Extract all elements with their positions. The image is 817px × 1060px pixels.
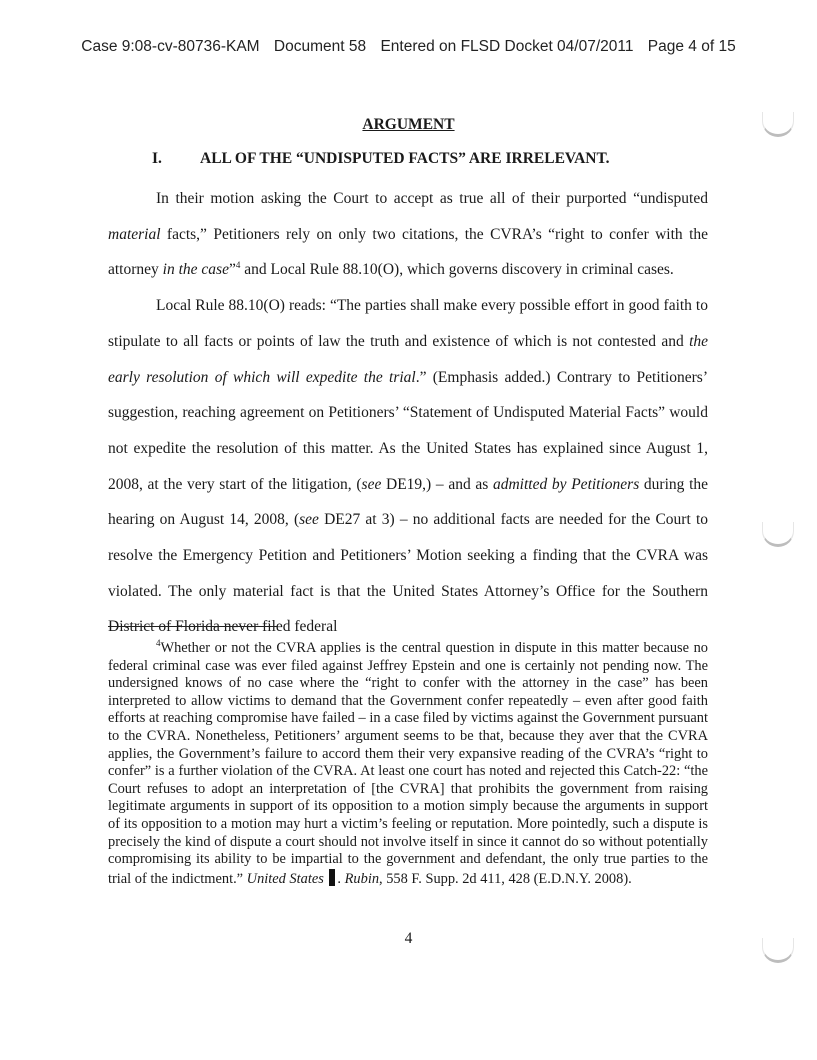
- section-heading: [152, 150, 610, 168]
- text-run: DE19,) – and as: [381, 475, 493, 493]
- body-text: [108, 181, 708, 645]
- emphasis: see: [361, 475, 382, 493]
- text-run: ”: [228, 261, 236, 279]
- emphasis: in the case: [162, 261, 229, 279]
- redaction-mark: [329, 869, 335, 886]
- text-run: .” (Emphasis added.) Contrary to Petitioners’ suggestion, reaching agreement on Petitioners’ “Statement of Undisputed Material Facts” would not expedite the resolution of this matter. As the United States has explained since August 1, 2008, at the very start of the litigation, (: [108, 368, 708, 493]
- paragraph: [108, 288, 708, 645]
- paragraph: [108, 181, 708, 288]
- section-title: ARGUMENT: [362, 116, 455, 133]
- footnote-separator: [108, 626, 278, 627]
- docket-entry: Entered on FLSD Docket 04/07/2011: [380, 38, 634, 55]
- footnote-ref: 4: [235, 260, 241, 271]
- emphasis: material: [108, 225, 161, 243]
- text-run: DE27 at 3) – no additional facts are needed for the Court to resolve the Emergency Petition and Petitioners’ Motion seeking a finding that the CVRA was violated. The only material fact is that the United States Attorney’s Office for the Southern District of Florida never filed federal: [108, 511, 708, 636]
- emphasis: Rubin: [344, 870, 380, 887]
- footnote: [108, 640, 708, 888]
- footnote-number: 4: [156, 638, 161, 649]
- emphasis: admitted by Petitioners: [492, 475, 640, 493]
- case-number: Case 9:08-cv-80736-KAM: [81, 38, 260, 55]
- text-run: In their motion asking the Court to accept as true all of their purported “undisputed: [156, 190, 708, 207]
- emphasis: United States: [246, 870, 324, 887]
- text-run: , 558 F. Supp. 2d 411, 428 (E.D.N.Y. 2008).: [379, 870, 632, 887]
- section-number: I.: [152, 150, 162, 167]
- section-heading-text: ALL OF THE “UNDISPUTED FACTS” ARE IRRELEVANT.: [200, 150, 610, 167]
- text-run: .: [337, 870, 342, 887]
- page-number: 4: [404, 930, 413, 947]
- punch-hole-mark: [762, 522, 794, 547]
- text-run: and Local Rule 88.10(O), which governs discovery in criminal cases.: [240, 261, 674, 279]
- emphasis: see: [299, 511, 319, 529]
- text-run: Whether or not the CVRA applies is the central question in dispute in this matter because no federal criminal case was ever filed against Jeffrey Epstein and one is certainly not pending now. The undersigned knows of no case where the “right to confer with the attorney in the case” has been interpreted to allow victims to demand that the Government confer repeatedly – even after good faith efforts at reaching compromise have failed – in a case filed by victims against the Government pursuant to the CVRA. Nonetheless, Petitioners’ argument seems to be that, because they aver that the CVRA applies, the Government’s failure to accord them their very expansive reading of the CVRA’s “right to confer” is a further violation of the CVRA. At least one court has noted and rejected this Catch-22: “the Court refuses to adopt an interpretation of [the CVRA] that prohibits the government from raising legitimate arguments in support of its opposition to a motion simply because the arguments in support of its opposition to a motion may hurt a victim’s feeling or reputation. More pointedly, such a dispute is precisely the kind of dispute a court should not involve itself in since it cannot do so without potentially compromising its ability to be impartial to the government and defendant, the only true parties to the trial of the indictment.”: [108, 640, 708, 887]
- docket-header: [0, 38, 817, 56]
- page-indicator: Page 4 of 15: [647, 38, 736, 55]
- document-number: Document 58: [273, 38, 367, 55]
- emphasis: the early resolution of which will expedite the trial: [108, 332, 708, 386]
- text-run: Local Rule 88.10(O) reads: “The parties shall make every possible effort in good faith to stipulate to all facts or points of law the truth and existence of which is not contested and: [108, 297, 708, 350]
- text-run: facts,” Petitioners rely on only two citations, the CVRA’s “right to confer with the attorney: [108, 225, 708, 279]
- text-run: during the hearing on August 14, 2008, (: [108, 475, 709, 529]
